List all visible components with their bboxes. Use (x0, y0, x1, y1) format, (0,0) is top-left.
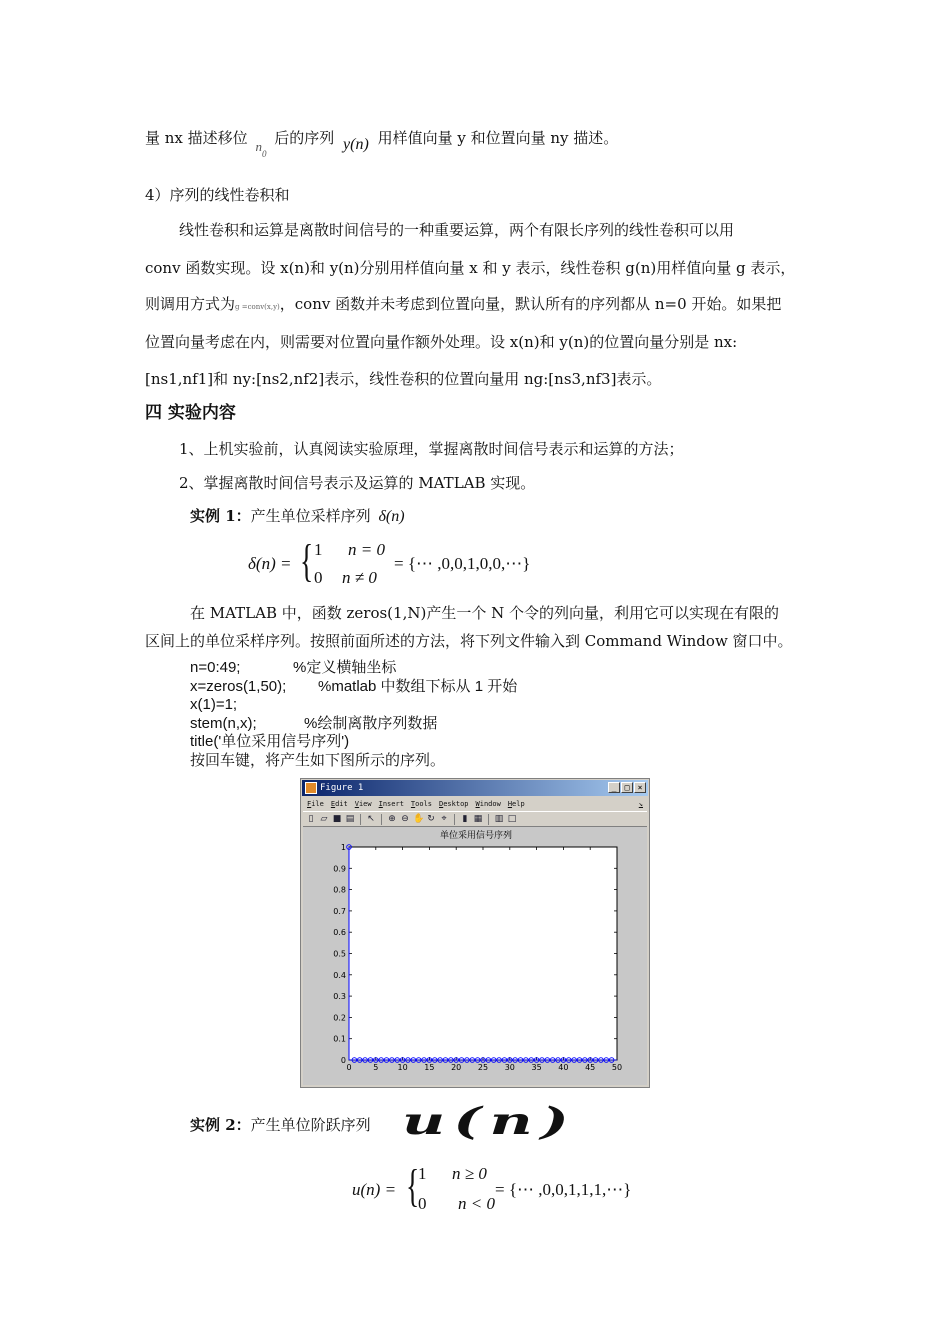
y-tick-label: 0 (340, 1056, 346, 1065)
menu-view[interactable]: View (354, 800, 372, 808)
y-tick-label: 0.3 (333, 992, 346, 1002)
x-tick-label: 45 (585, 1063, 596, 1072)
paragraph-line: [ns1,nf1]和 ny:[ns2,nf2]表示，线性卷积的位置向量用 ng:[ns3,nf3]表示。 (145, 370, 662, 388)
conv-formula-small: g =conv(x,y) (235, 303, 280, 311)
y-tick-label: 0.2 (333, 1013, 346, 1023)
y-tick-label: 0.6 (333, 928, 346, 938)
x-tick-label: 20 (451, 1063, 462, 1072)
figure-canvas (303, 827, 647, 1085)
figure-title: Figure 1 (320, 783, 364, 793)
list-item: 2、掌握离散时间信号表示及运算的 MATLAB 实现。 (179, 474, 536, 492)
close-button[interactable]: × (634, 782, 646, 793)
open-folder-icon[interactable]: ▱ (320, 814, 328, 824)
code-line: n=0:49; %定义横轴坐标 (190, 659, 397, 676)
paragraph-line: conv 函数实现。设 x(n)和 y(n)分别用样值向量 x 和 y 表示，线性卷积 g(n)用样值向量 g 表示， (145, 259, 796, 277)
y-tick-label: 0.7 (333, 906, 346, 916)
figure-toolbar (303, 811, 647, 827)
paragraph-line: 线性卷积和运算是离散时间信号的一种重要运算，两个有限长序列的线性卷积可以用 (179, 221, 735, 239)
y-n-symbol: y(n) (343, 136, 369, 153)
y-tick-label: 0.5 (333, 949, 346, 959)
x-tick-label: 30 (504, 1063, 515, 1072)
x-tick-label: 5 (373, 1063, 379, 1072)
y-tick-label: 1 (340, 843, 346, 852)
zoom-out-icon[interactable]: ⊖ (401, 814, 409, 824)
u-n-large-symbol: u(n) (402, 1100, 577, 1144)
menu-tools[interactable]: Tools (410, 800, 432, 808)
y-tick-label: 0.1 (333, 1034, 346, 1044)
menu-window[interactable]: Window (475, 800, 501, 808)
x-tick-label: 50 (611, 1063, 623, 1072)
arrow-pointer-icon[interactable]: ↖ (367, 814, 375, 824)
matlab-figure-window (300, 778, 650, 1088)
toolbar-separator (360, 814, 361, 825)
x-tick-label: 40 (558, 1063, 569, 1072)
maximize-button[interactable]: □ (621, 782, 633, 793)
y-tick-label: 0.9 (333, 864, 346, 874)
y-tick-label: 0.8 (333, 885, 346, 895)
menu-edit[interactable]: Edit (330, 800, 348, 808)
data-cursor-icon[interactable]: ⌖ (441, 814, 447, 824)
code-line: 按回车键，将产生如下图所示的序列。 (190, 752, 446, 769)
print-icon[interactable]: ▤ (345, 814, 355, 824)
example-2-line: 实例 2：产生单位阶跃序列 (190, 1116, 371, 1134)
text-line-1: 量 nx 描述移位 $n_0$ 后的序列 y(n) 用样值向量 y 和位置向量 ny 描述。 (145, 129, 619, 159)
y-tick-label: 0.4 (333, 970, 346, 980)
rotate-3d-icon[interactable]: ↻ (427, 814, 435, 824)
plot-title: 单位采用信号序列 (439, 831, 512, 841)
section-heading: 四 实验内容 (145, 403, 236, 423)
code-line: stem(n,x); %绘制离散序列数据 (190, 715, 438, 732)
paragraph-line: 区间上的单位采样序列。按照前面所述的方法，将下列文件输入到 Command Window 窗口中。 (145, 632, 793, 650)
new-file-icon[interactable]: ▯ (308, 814, 314, 824)
menu-desktop[interactable]: Desktop (439, 800, 469, 808)
step-formula: u(n) = { 1 n ≥ 0 0 n < 0 = {⋯ ,0,0,1,1,1,⋯} (352, 1160, 632, 1213)
menu-help[interactable]: Help (507, 800, 525, 808)
toolbar-separator (488, 814, 489, 825)
paragraph-line: 则调用方式为g =conv(x,y)，conv 函数并未考虑到位置向量，默认所有的序列都从 n=0 开始。如果把 (145, 295, 782, 313)
x-tick-label: 35 (531, 1063, 542, 1072)
legend-icon[interactable]: ▦ (473, 814, 483, 824)
colorbar-icon[interactable]: ▮ (462, 814, 468, 824)
code-line: title('单位采用信号序列') (190, 733, 350, 750)
code-line: x(1)=1; (190, 696, 238, 713)
minimize-button[interactable]: _ (608, 782, 620, 793)
example-1-line: 实例 1：产生单位采样序列 δ(n) (190, 507, 405, 525)
show-plot-tools-icon[interactable]: □ (507, 814, 517, 824)
save-icon[interactable]: ■ (332, 814, 342, 824)
toolbar-separator (381, 814, 382, 825)
figure-titlebar[interactable] (302, 780, 648, 796)
hide-plot-tools-icon[interactable]: ▥ (494, 814, 504, 824)
stem-plot (303, 827, 649, 1085)
paragraph-line: 在 MATLAB 中，函数 zeros(1,N)产生一个 N 个令的列向量，利用它可以实现在有限的 (190, 604, 779, 622)
menu-file[interactable]: File (307, 800, 324, 808)
delta-formula: δ(n) = { 1 n = 0 0 n ≠ 0 = {⋯ ,0,0,1,0,0,⋯} (248, 535, 531, 587)
x-tick-label: 0 (346, 1063, 352, 1072)
matlab-logo-icon (305, 782, 317, 794)
x-tick-label: 25 (477, 1063, 489, 1072)
paragraph-line: 位置向量考虑在内，则需要对位置向量作额外处理。设 x(n)和 y(n)的位置向量分别是 nx: (145, 333, 738, 351)
x-tick-label: 15 (424, 1063, 435, 1072)
n0-symbol: $n_0$ (255, 139, 267, 159)
code-line: x=zeros(1,50); %matlab 中数组下标从 1 开始 (190, 678, 518, 695)
dock-arrow-icon[interactable]: ↘ (638, 800, 643, 808)
x-tick-label: 10 (397, 1063, 408, 1072)
pan-hand-icon[interactable]: ✋ (413, 814, 425, 824)
list-item: 1、上机实验前，认真阅读实验原理，掌握离散时间信号表示和运算的方法； (179, 440, 684, 458)
toolbar-separator (454, 814, 455, 825)
section-title-4: 4）序列的线性卷积和 (145, 186, 290, 204)
menu-bar (303, 798, 647, 810)
plot-axes-box (349, 847, 617, 1060)
menu-insert[interactable]: Insert (378, 800, 404, 808)
zoom-in-icon[interactable]: ⊕ (388, 814, 396, 824)
